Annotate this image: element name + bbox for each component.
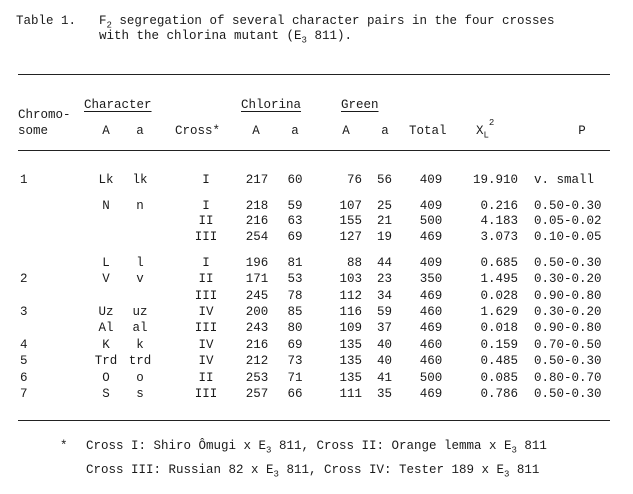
cell-p: 0.50-0.30 [534,354,602,368]
cell-grnA: 107 [339,199,362,213]
header-chl-A: A [252,124,260,138]
cell-chlA: 217 [245,173,269,187]
cell-a: s [136,387,144,401]
header-chl-a: a [291,124,299,138]
cell-grna: 40 [376,338,392,352]
top-rule [18,74,610,75]
header-chlorina: Chlorina [241,98,302,112]
cell-a: l [136,256,144,270]
cell-A: O [102,371,110,385]
cell-chla: 73 [287,354,303,368]
cell-chrom: 1 [20,173,28,187]
cell-total: 469 [419,230,443,244]
cell-p: 0.90-0.80 [534,289,602,303]
cell-chlA: 196 [245,256,269,270]
cell-cross: II [198,272,214,286]
cell-chlA: 212 [245,354,269,368]
cell-chlA: 257 [245,387,269,401]
header-grn-A: A [342,124,350,138]
cell-chla: 60 [287,173,303,187]
cell-chi: 0.685 [480,256,518,270]
cell-total: 500 [419,214,443,228]
cell-grna: 56 [376,173,392,187]
cell-a: v [136,272,144,286]
header-chromosome-1: Chromo- [18,108,71,122]
cell-grna: 25 [376,199,392,213]
cell-a: lk [132,173,148,187]
cell-total: 409 [419,256,443,270]
cell-chi: 1.495 [480,272,518,286]
header-grn-a: a [381,124,389,138]
cell-chla: 53 [287,272,303,286]
header-green: Green [341,98,379,112]
cell-cross: I [202,256,210,270]
cell-chi: 0.028 [480,289,518,303]
cell-chla: 80 [287,321,303,335]
cell-chla: 63 [287,214,303,228]
header-chromosome-2: some [18,124,49,138]
cell-grna: 37 [376,321,392,335]
table-label: Table 1. [16,14,77,28]
cell-chi: 0.485 [480,354,518,368]
cell-A: Trd [94,354,118,368]
cell-A: S [102,387,110,401]
cell-chi: 0.159 [480,338,518,352]
cell-a: uz [132,305,148,319]
cell-grnA: 88 [346,256,362,270]
caption-line-2: with the chlorina mutant ($E_3$ 811). [99,29,352,46]
cell-grnA: 112 [339,289,362,303]
cell-cross: II [198,214,214,228]
cell-chlA: 200 [245,305,269,319]
header-character: Character [84,98,152,112]
cell-chla: 69 [287,338,303,352]
cell-chi: 0.216 [480,199,518,213]
caption-line-1: $F_2$ segregation of several character pairs in the four crosses [99,14,555,31]
cell-grnA: 109 [339,321,362,335]
footnote-line-1: Cross I: Shiro Ômugi x $E_3$ 811, Cross II: Orange lemma x $E_3$ 811 [86,439,547,456]
cell-cross: IV [198,305,214,319]
cell-p: 0.30-0.20 [534,305,602,319]
cell-grnA: 103 [339,272,362,286]
cell-p: 0.10-0.05 [534,230,602,244]
cell-grna: 19 [376,230,392,244]
cell-total: 409 [419,199,443,213]
cell-total: 469 [419,321,443,335]
cell-total: 469 [419,387,443,401]
cell-chi: 0.018 [480,321,518,335]
cell-A: V [102,272,110,286]
cell-chrom: 5 [20,354,28,368]
cell-chla: 71 [287,371,303,385]
cell-cross: III [194,387,218,401]
cell-a: o [136,371,144,385]
header-char-a: a [136,124,144,138]
cell-chlA: 254 [245,230,269,244]
cell-grnA: 135 [339,354,362,368]
cell-grnA: 155 [339,214,362,228]
cell-chlA: 171 [245,272,269,286]
cell-a: al [132,321,148,335]
cell-grnA: 135 [339,371,362,385]
cell-grna: 41 [376,371,392,385]
cell-chrom: 3 [20,305,28,319]
cell-a: n [136,199,144,213]
cell-chlA: 216 [245,214,269,228]
cell-cross: III [194,321,218,335]
cell-p: 0.30-0.20 [534,272,602,286]
cell-p: 0.50-0.30 [534,256,602,270]
cell-grnA: 111 [339,387,362,401]
header-char-A: A [102,124,110,138]
cell-total: 350 [419,272,443,286]
cell-chla: 66 [287,387,303,401]
cell-p: 0.50-0.30 [534,199,602,213]
cell-A: Al [98,321,114,335]
footnote-line-2: Cross III: Russian 82 x $E_3$ 811, Cross IV: Tester 189 x $E_3$ 811 [86,463,540,480]
cell-chlA: 245 [245,289,269,303]
cell-p: 0.70-0.50 [534,338,602,352]
header-rule [18,150,610,151]
cell-chrom: 2 [20,272,28,286]
cell-chrom: 4 [20,338,28,352]
cell-A: Lk [98,173,114,187]
cell-chlA: 216 [245,338,269,352]
bottom-rule [18,420,610,421]
cell-chi: 4.183 [480,214,518,228]
cell-chrom: 6 [20,371,28,385]
cell-chi: 0.085 [480,371,518,385]
cell-grna: 34 [376,289,392,303]
cell-total: 460 [419,354,443,368]
cell-p: 0.90-0.80 [534,321,602,335]
cell-chlA: 243 [245,321,269,335]
cell-cross: I [202,199,210,213]
cell-grna: 44 [376,256,392,270]
cell-chrom: 7 [20,387,28,401]
cell-chi: 3.073 [480,230,518,244]
cell-grna: 59 [376,305,392,319]
cell-chla: 78 [287,289,303,303]
cell-cross: IV [198,338,214,352]
cell-chi: 1.629 [480,305,518,319]
header-total: Total [409,124,447,138]
cell-cross: II [198,371,214,385]
cell-p: 0.80-0.70 [534,371,602,385]
cell-total: 500 [419,371,443,385]
cell-chla: 69 [287,230,303,244]
cell-chla: 81 [287,256,303,270]
cell-cross: IV [198,354,214,368]
header-cross: Cross* [175,124,221,138]
cell-chi: 0.786 [480,387,518,401]
cell-total: 460 [419,338,443,352]
cell-grnA: 135 [339,338,362,352]
cell-p: 0.50-0.30 [534,387,602,401]
cell-grnA: 116 [339,305,362,319]
cell-cross: III [194,289,218,303]
cell-cross: I [202,173,210,187]
cell-p: v. small [534,173,595,187]
cell-chi: 19.910 [472,173,518,187]
cell-grna: 40 [376,354,392,368]
cell-cross: III [194,230,218,244]
cell-A: L [102,256,110,270]
cell-chlA: 253 [245,371,269,385]
header-chi-square: $X_L^2$ [476,117,495,141]
header-p: P [578,124,586,138]
cell-chlA: 218 [245,199,269,213]
cell-grnA: 76 [346,173,362,187]
cell-p: 0.05-0.02 [534,214,602,228]
cell-total: 469 [419,289,443,303]
cell-total: 409 [419,173,443,187]
cell-grna: 21 [376,214,392,228]
cell-A: K [102,338,110,352]
cell-grnA: 127 [339,230,362,244]
cell-chla: 59 [287,199,303,213]
cell-A: N [102,199,110,213]
footnote-star: * [60,439,68,453]
cell-grna: 23 [376,272,392,286]
cell-grna: 35 [376,387,392,401]
cell-a: k [136,338,144,352]
cell-A: Uz [98,305,114,319]
cell-chla: 85 [287,305,303,319]
cell-total: 460 [419,305,443,319]
cell-a: trd [128,354,152,368]
